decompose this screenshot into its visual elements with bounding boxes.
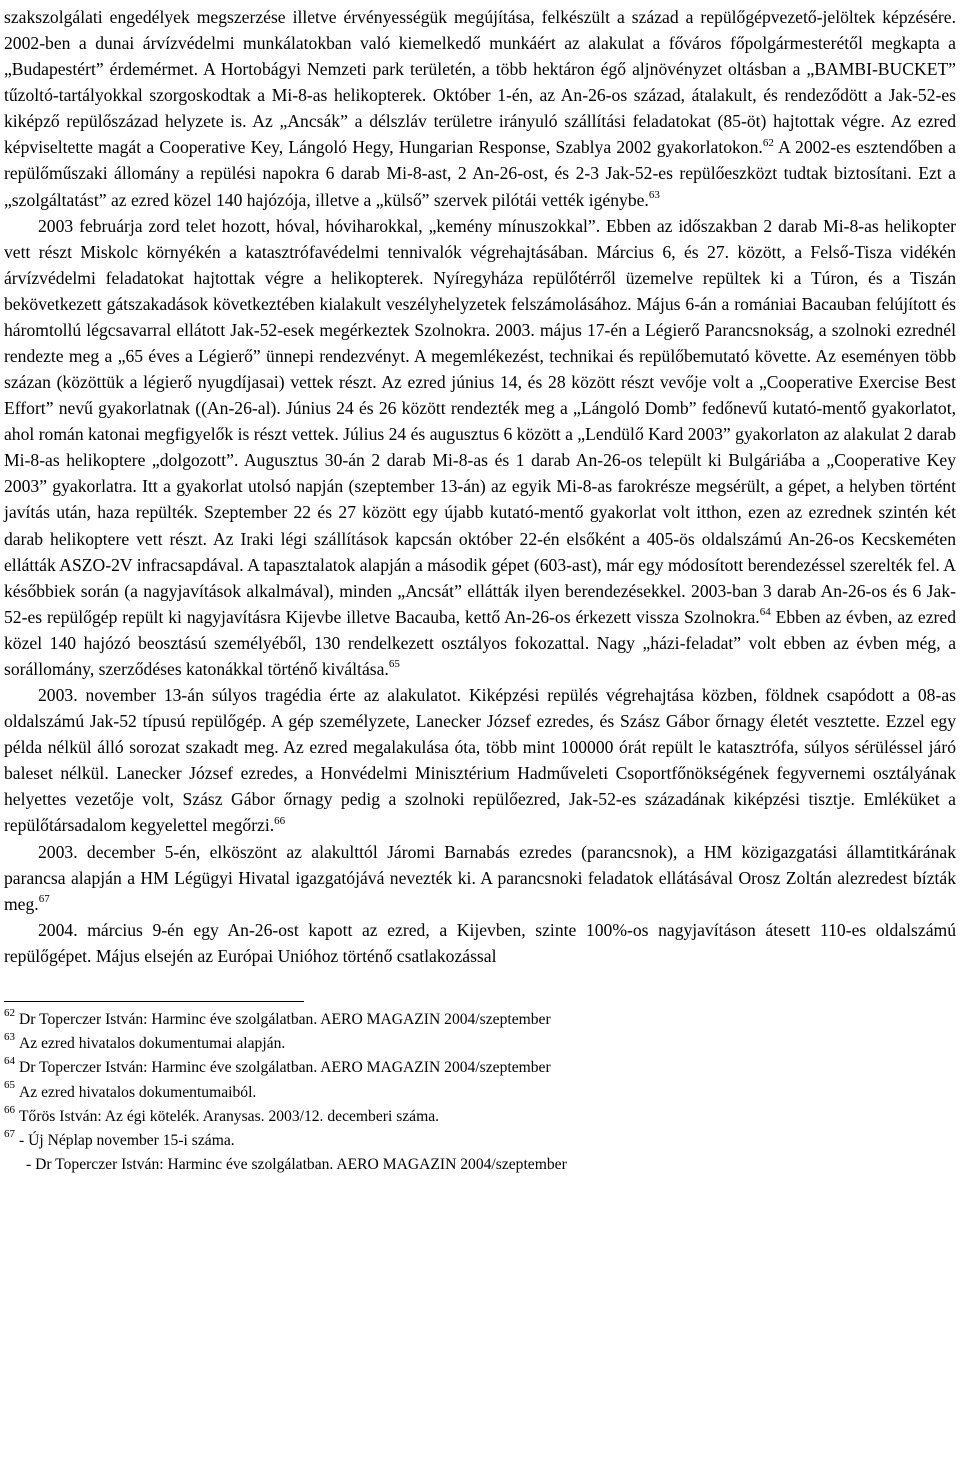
- footnote-text: - Új Néplap november 15-i száma.: [19, 1131, 235, 1149]
- paragraph-text: 2003. november 13-án súlyos tragédia érte az alakulatot. Kiképzési repülés végrehajtása közben, földnek csapódott a 08-as oldalszámú Jak-52 típusú repülőgép. A gép személyzete, Lanecker József ezredes, és Szász Gábor őrnagy életét vesztette. Ezzel egy példa nélkül álló sorozat szakadt meg. Az ezred megalakulása óta, több mint 100000 órát repült le katasztrófa, súlyos sérüléssel járó baleset nélkül. Lanecker József ezredes, a Honvédelmi Minisztérium Hadműveleti Csoportfőnökségének fegyvernemi osztályának helyettes vezetője volt, Szász Gábor őrnagy pedig a szolnoki repülőezred, Jak-52-es századának kiképzési tisztje. Emléküket a repülőtársadalom kegyelettel megőrzi.: [4, 685, 956, 836]
- paragraph-text: A 2002-es esztendőben a repülőműszaki állomány a repülési napokra 6 darab Mi-8-ast, 2 An-26-ost, és 2-3 Jak-52-es repülőeszközt tudtak biztosítani. Ezt a „szolgáltatást” az ezred közel 140 hajózója, illetve a „külső” szervek pilótái vették igénybe.: [4, 137, 956, 210]
- footnote-reference: 65: [388, 658, 400, 671]
- footnote: [4, 1056, 956, 1080]
- body-text: [4, 4, 956, 969]
- paragraph-text: szakszolgálati engedélyek megszerzése illetve érvényességük megújítása, felkészült a század a repülőgépvezető-jelöltek képzésére. 2002-ben a dunai árvízvédelmi munkálatokban való kiemelkedő munkáért az alakulat a főváros főpolgármesterétől megkapta a „Budapestért” érdemérmet. A Hortobágyi Nemzeti park területén, a több hektáron égő aljnövényzet oltásban a „BAMBI-BUCKET” tűzoltó-tartályokkal szorgoskodtak a Mi-8-as helikopterek. Október 1-én, az An-26-os század, átalakult, és rendeződött a Jak-52-es kiképző repülőszázad helyzete is. Az „Ancsák” a délszláv területre irányuló szállítási feladatokat (85-öt) hajtottak végre. Az ezred képviseltette magát a Cooperative Key, Lángoló Hegy, Hungarian Response, Szablya 2002 gyakorlatokon.: [4, 7, 956, 158]
- footnote: [4, 1105, 956, 1129]
- footnote-text: Az ezred hivatalos dokumentumai alapján.: [19, 1035, 286, 1053]
- paragraph: [4, 213, 956, 682]
- footnote-number: 66: [4, 1103, 15, 1116]
- footnote: [4, 1129, 956, 1153]
- paragraph-text: 2004. március 9-én egy An-26-ost kapott az ezred, a Kijevben, szinte 100%-os nagyjavításon átesett 110-es oldalszámú repülőgépet. Május elsején az Európai Unióhoz történő csatlakozással: [4, 919, 956, 966]
- paragraph-text: Ebben az évben, az ezred közel 140 hajózó beosztású személyéből, 130 rendelkezett osztályos fokozattal. Nagy „házi-feladat” volt ebben az évben még, a sorállomány, szerződéses katonákkal történő kiváltása.: [4, 606, 956, 679]
- footnote-number: 67: [4, 1127, 15, 1140]
- footnote-text: Dr Toperczer István: Harminc éve szolgálatban. AERO MAGAZIN 2004/szeptember: [19, 1059, 551, 1077]
- paragraph: [4, 682, 956, 838]
- footnote-number: 64: [4, 1055, 15, 1068]
- paragraph: [4, 917, 956, 969]
- footnote: [4, 1008, 956, 1032]
- footnote: [4, 1032, 956, 1056]
- footnote-continuation: - Dr Toperczer István: Harminc éve szolgálatban. AERO MAGAZIN 2004/szeptember: [26, 1156, 567, 1174]
- footnote-text: Tőrös István: Az égi kötelék. Aranysas. 2003/12. decemberi száma.: [19, 1107, 440, 1125]
- footnote-reference: 67: [38, 892, 50, 905]
- footnotes-section: [4, 1008, 956, 1153]
- footnote-reference: 63: [648, 188, 660, 201]
- footnote-number: 65: [4, 1079, 15, 1092]
- footnote-separator: [4, 1001, 304, 1002]
- footnote-reference: 64: [759, 605, 771, 618]
- paragraph: [4, 4, 956, 213]
- paragraph: [4, 839, 956, 917]
- footnote-reference: 62: [762, 136, 774, 149]
- paragraph-text: 2003 februárja zord telet hozott, hóval, hóviharokkal, „kemény mínuszokkal”. Ebben az időszakban 2 darab Mi-8-as helikopter vett részt Miskolc környékén a katasztrófavédelmi tennivalók végrehajtásában. Március 6, és 27. között, a Felső-Tisza vidékén árvízvédelmi feladatokat hajtottak végre a helikopterek. Nyíregyháza repülőtérről üzemelve repültek ki a Túron, és a Tiszán bekövetkezett gátszakadások következtében kialakult veszélyhelyzetek felszámolásához. Május 6-án a romániai Bacauban felújított és háromtollú légcsavarral ellátott Jak-52-esek megérkeztek Szolnokra. 2003. május 17-én a Légierő Parancsnokság, a szolnoki ezrednél rendezte meg a „65 éves a Légierő” ünnepi rendezvényt. A megemlékezést, technikai és repülőbemutató követte. Az eseményen több százan (közöttük a légierő nyugdíjasai) vettek részt. Az ezred június 14, és 28 között részt vevője volt a „Cooperative Exercise Best Effort” nevű gyakorlatnak ((An-26-al). Június 24 és 26 között rendezték meg a „Lángoló Domb” fedőnevű kutató-mentő gyakorlatot, ahol román katonai megfigyelők is részt vettek. Július 24 és augusztus 6 között a „Lendülő Kard 2003” gyakorlaton az alakulat 2 darab Mi-8-as helikoptere „dolgozott”. Augusztus 30-án 2 darab Mi-8-as és 1 darab An-26-os települt ki Bulgáriába a „Cooperative Key 2003” gyakorlatra. Itt a gyakorlat utolsó napján (szeptember 13-án) az egyik Mi-8-as farokrésze megsérült, a gépet, a helyben történt javítás után, haza repülték. Szeptember 22 és 27 között egy újabb kutató-mentő gyakorlat volt itthon, ezen az ezrednek szintén két darab helikoptere vett részt. Az Iraki légi szállítások kapcsán október 22-én elsőként a 405-ös oldalszámú An-26-os Kecskeméten ellátták ASZO-2V infracsapdával. A tapasztalatok alapján a második gépet (603-ast), már egy módosított berendezéssel szerelték fel. A későbbiek során (a nagyjavítások alkalmával), minden „Ancsát” ellátták ilyen berendezésekkel. 2003-ban 3 darab An-26-os és 6 Jak-52-es repülőgép repült ki nagyjavításra Kijevbe illetve Bacauba, kettő An-26-os érkezett vissza Szolnokra.: [4, 215, 956, 627]
- footnote-text: Az ezred hivatalos dokumentumaiból.: [19, 1083, 257, 1101]
- footnote-text: Dr Toperczer István: Harminc éve szolgálatban. AERO MAGAZIN 2004/szeptember: [19, 1010, 551, 1028]
- footnote: [4, 1081, 956, 1105]
- footnote-number: 62: [4, 1006, 15, 1019]
- footnote-number: 63: [4, 1030, 15, 1043]
- footnote-reference: 66: [274, 814, 286, 827]
- paragraph-text: 2003. december 5-én, elköszönt az alakulttól Járomi Barnabás ezredes (parancsnok), a HM közigazgatási államtitkárának parancsa alapján a HM Légügyi Hivatal igazgatójává nevezték ki. A parancsnoki feladatok ellátásával Orosz Zoltán alezredest bízták meg.: [4, 841, 956, 914]
